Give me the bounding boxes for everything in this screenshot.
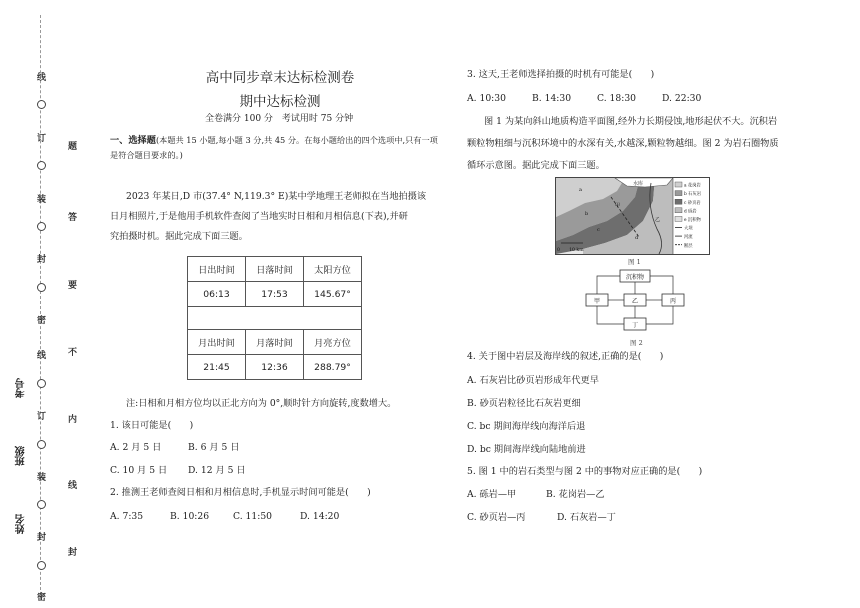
binding-hole — [37, 161, 46, 170]
intro-line: 日月相照片,于是他用手机软件查阅了当地实时日相和月相信息(下表),并研 — [110, 211, 408, 222]
section-note-2: 是符合题目要求的。) — [110, 150, 183, 160]
legend-label: d 砾岩 — [684, 209, 697, 215]
intro-line: 究拍摄时机。据此完成下面三题。 — [110, 231, 248, 242]
q2-option-c: C. 11:50 — [233, 511, 273, 522]
node-jia: 甲 — [593, 298, 601, 305]
section-note: (本题共 15 小题,每小题 3 分,共 45 分。在每小题给出的四个选项中,只有一项 — [155, 135, 438, 145]
table-row — [188, 282, 362, 307]
table-row — [188, 307, 362, 330]
legend-swatch — [675, 199, 682, 204]
legend-swatch — [675, 191, 682, 196]
node-ding: 丁 — [631, 322, 639, 329]
legend-swatch — [675, 182, 682, 187]
map-label-reservoir: 水库 — [633, 181, 644, 187]
q5-option-a: A. 砾岩—甲 — [467, 489, 517, 500]
table-cell: 145.67° — [304, 282, 362, 307]
section-title: 一、选择题 — [110, 135, 156, 146]
legend-label: 断层 — [684, 243, 693, 249]
arrow — [646, 306, 673, 324]
table-cell: 月出时间 — [188, 330, 246, 355]
passage-line: 循环示意图。据此完成下面三题。 — [467, 160, 605, 171]
legend-label: a 花岗岩 — [684, 183, 701, 189]
margin-mark: 密 — [37, 593, 47, 603]
q2-option-a: A. 7:35 — [110, 511, 144, 522]
legend-swatch — [675, 216, 682, 221]
question-4-stem: 4. 关于图中岩层及海岸线的叙述,正确的是( ) — [467, 351, 664, 362]
passage-line: 图 1 为某向斜山地质构造平面图,经外力长期侵蚀,地形起伏不大。沉积岩 — [484, 116, 778, 127]
table-cell: 月落时间 — [246, 330, 304, 355]
q1-option-d: D. 12 月 5 日 — [188, 465, 246, 476]
q5-option-c: C. 砂页岩—丙 — [467, 512, 526, 523]
arrow — [597, 306, 624, 324]
q2-option-d: D. 14:20 — [300, 511, 340, 522]
q1-option-c: C. 10 月 5 日 — [110, 465, 168, 476]
q4-option-b: B. 砂页岩粒径比石灰岩更细 — [467, 398, 581, 409]
map-scale-label: 0 10 km — [557, 248, 584, 253]
node-sediment: 沉积物 — [625, 274, 645, 281]
q2-option-b: B. 10:26 — [170, 511, 210, 522]
map-zone-label: d — [635, 235, 639, 241]
sun-moon-table — [187, 256, 362, 380]
binding-hole — [37, 561, 46, 570]
inner-mark: 线 — [68, 481, 78, 491]
legend-box — [673, 178, 709, 254]
intro-line: 2023 年某日,D 市(37.4° N,119.3° E)某中学地理王老师拟在当地拍摄该 — [126, 191, 427, 202]
binding-hole — [37, 222, 46, 231]
table-cell: 太阳方位 — [304, 257, 362, 282]
legend-label: 大坝 — [684, 226, 693, 232]
table-row — [188, 257, 362, 282]
table-cell: 17:53 — [246, 282, 304, 307]
table-cell: 日落时间 — [246, 257, 304, 282]
table-cell: 06:13 — [188, 282, 246, 307]
exam-subtitle: 期中达标检测 — [239, 94, 321, 110]
table-note: 注:日相和月相方位均以正北方向为 0°,顺时针方向旋转,度数增大。 — [126, 398, 397, 409]
q1-option-a: A. 2 月 5 日 — [110, 442, 162, 453]
q3-option-b: B. 14:30 — [532, 93, 572, 104]
legend-label: 河流 — [684, 235, 693, 241]
inner-mark: 题 — [68, 142, 78, 152]
table-cell: 21:45 — [188, 355, 246, 380]
table-cell: 月亮方位 — [304, 330, 362, 355]
map-zone-label: c — [597, 227, 600, 233]
margin-mark: 订 — [37, 412, 47, 422]
margin-mark: 订 — [37, 134, 47, 144]
class-label: 班级 — [16, 446, 27, 466]
margin-mark: 装 — [37, 473, 47, 483]
legend-swatch — [675, 208, 682, 213]
exam-title: 高中同步章末达标检测卷 — [205, 70, 355, 86]
question-2-stem: 2. 推测王老师查阅日相和月相信息时,手机显示时间可能是( ) — [110, 487, 371, 498]
rock-cycle-figure — [580, 268, 690, 338]
q1-option-b: B. 6 月 5 日 — [188, 442, 240, 453]
binding-hole — [37, 379, 46, 388]
section-heading — [110, 133, 438, 148]
q3-option-c: C. 18:30 — [597, 93, 637, 104]
geologic-map-figure — [555, 177, 710, 255]
legend-label: c 砂页岩 — [684, 200, 701, 206]
table-gap — [188, 307, 362, 330]
table-row — [188, 355, 362, 380]
map-zone-label: a — [579, 187, 582, 193]
margin-mark: 线 — [37, 73, 47, 83]
q5-option-b: B. 花岗岩—乙 — [546, 489, 605, 500]
table-row — [188, 330, 362, 355]
inner-mark: 答 — [68, 213, 78, 223]
node-bing: 丙 — [669, 298, 677, 305]
margin-mark: 封 — [37, 255, 47, 265]
binding-hole — [37, 100, 46, 109]
question-5-stem: 5. 图 1 中的岩石类型与图 2 中的事物对应正确的是( ) — [467, 466, 703, 477]
binding-hole — [37, 440, 46, 449]
q5-option-d: D. 石灰岩—丁 — [557, 512, 616, 523]
margin-mark: 装 — [37, 195, 47, 205]
node-yi: 乙 — [631, 298, 639, 305]
margin-mark: 密 — [37, 316, 47, 326]
map-zone-label: 乙 — [655, 217, 661, 223]
figure-1-caption: 图 1 — [628, 258, 641, 266]
inner-mark: 不 — [68, 348, 78, 358]
q3-option-a: A. 10:30 — [467, 93, 506, 104]
legend-label: b 石灰岩 — [684, 192, 702, 198]
table-cell: 288.79° — [304, 355, 362, 380]
map-zone-label: b — [585, 211, 589, 217]
q4-option-d: D. bc 期间海岸线向陆地前进 — [467, 444, 586, 455]
arrow — [597, 276, 620, 294]
exam-number-label: 考号 — [16, 378, 27, 398]
inner-mark: 封 — [68, 548, 78, 558]
map-zone-label: 甲 — [615, 203, 621, 209]
q4-option-a: A. 石灰岩比砂页岩形成年代更早 — [467, 375, 599, 386]
margin-mark: 封 — [37, 533, 47, 543]
margin-mark: 线 — [37, 351, 47, 361]
inner-mark: 要 — [68, 281, 78, 291]
figure-2-caption: 图 2 — [630, 339, 643, 347]
question-1-stem: 1. 该日可能是( ) — [110, 420, 194, 431]
passage-line: 颗粒物粗细与沉积环境中的水深有关,水越深,颗粒物越细。图 2 为岩石圈物质 — [467, 138, 779, 149]
inner-mark: 内 — [68, 415, 78, 425]
name-label: 姓名 — [16, 514, 27, 534]
table-cell: 12:36 — [246, 355, 304, 380]
q3-option-d: D. 22:30 — [662, 93, 702, 104]
q4-option-c: C. bc 期间海岸线向海洋后退 — [467, 421, 586, 432]
binding-hole — [37, 500, 46, 509]
table-cell: 日出时间 — [188, 257, 246, 282]
binding-hole — [37, 283, 46, 292]
arrow — [650, 276, 673, 294]
exam-meta: 全卷满分 100 分 考试用时 75 分钟 — [205, 114, 354, 124]
legend-label: e 沉积物 — [684, 218, 701, 223]
question-3-stem: 3. 这天,王老师选择拍摄的时机有可能是( ) — [467, 69, 655, 80]
